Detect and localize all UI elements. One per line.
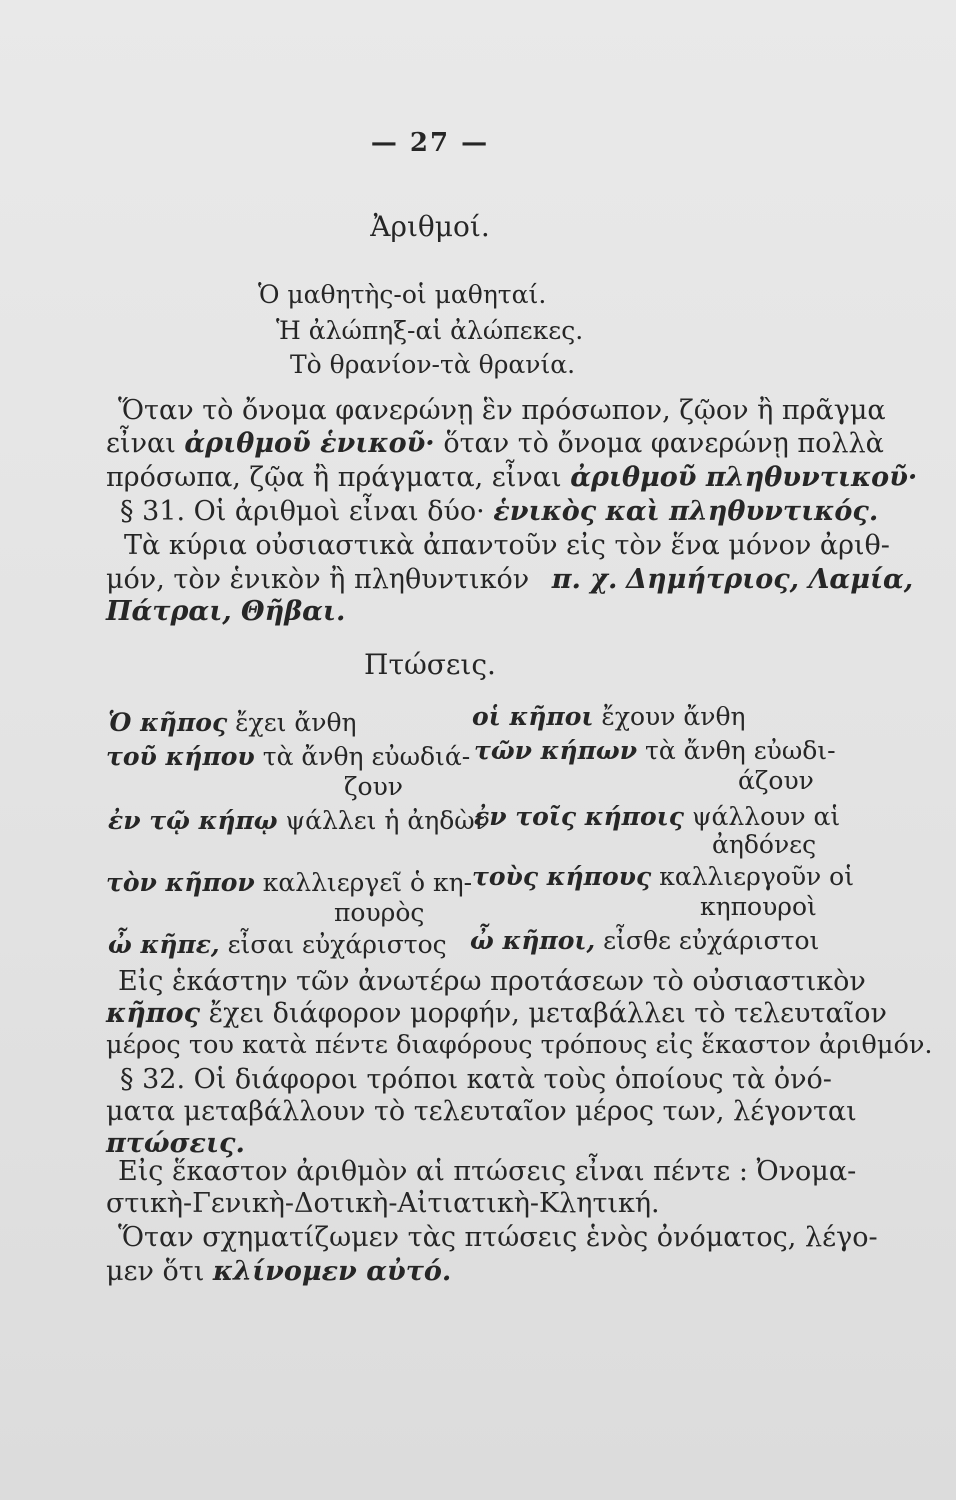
- text-fragment: μόν, τὸν ἑνικὸν ἢ πληθυντικόν: [106, 564, 530, 595]
- para2-line-5: ματα μεταβάλλουν τὸ τελευταῖον μέρος των, λέγονται: [106, 1096, 857, 1127]
- text-fragment: τὰ ἄνθη εὐωδι-: [645, 736, 836, 765]
- para1-line-5: Τὰ κύρια οὐσιαστικὰ ἀπαντοῦν εἰς τὸν ἕνα μόνον ἀριθ-: [124, 530, 890, 561]
- case-row-1-left: [108, 708, 357, 737]
- case-row-1-right: [472, 702, 746, 731]
- para2-line-6: πτώσεις.: [106, 1128, 245, 1159]
- text-fragment: εἶσαι εὐχάριστος: [227, 930, 447, 959]
- text-fragment: τὰ ἄνθη εὐωδιά-: [262, 742, 471, 771]
- text-fragment: καλλιεργοῦν οἱ: [659, 862, 855, 891]
- case-word: οἱ κῆποι: [472, 702, 594, 731]
- case-word: τοῦ κήπου: [106, 742, 255, 771]
- para2-line-8: στικὴ-Γενικὴ-Δοτικὴ-Αἰτιατικὴ-Κλητική.: [106, 1188, 660, 1219]
- case-word: ὦ κῆπε,: [108, 930, 220, 959]
- example-line-3: Τὸ θρανίον-τὰ θρανία.: [290, 350, 576, 379]
- case-row-5-left: [108, 930, 447, 959]
- case-row-2-left-cont: ζουν: [344, 772, 403, 801]
- text-fragment: καλλιεργεῖ ὁ κη-: [262, 868, 473, 897]
- text-fragment: ἔχει ἄνθη: [235, 708, 357, 737]
- para2-line-4: § 32. Οἱ διάφοροι τρόποι κατὰ τοὺς ὁποίους τὰ ὀνό-: [120, 1064, 832, 1095]
- case-row-4-right: [472, 862, 854, 891]
- case-row-4-left-cont: πουρὸς: [334, 898, 425, 927]
- para2-line-7: Εἰς ἕκαστον ἀριθμὸν αἱ πτώσεις εἶναι πέντε : Ὀνομα-: [118, 1156, 857, 1187]
- section-31-text: § 31. Οἱ ἀριθμοὶ εἶναι δύο·: [120, 496, 485, 527]
- section-title-numbers: Ἀριθμοί.: [370, 210, 490, 243]
- text-fragment: ἔχουν ἄνθη: [601, 702, 746, 731]
- section-title-cases: Πτώσεις.: [364, 648, 496, 681]
- para1-line-2: [106, 428, 884, 459]
- case-row-5-right: [470, 926, 819, 955]
- case-word: τὸν κῆπον: [106, 868, 255, 897]
- example-line-1: Ὁ μαθητὴς-οἱ μαθηταί.: [258, 280, 547, 309]
- text-fragment: εἶναι: [106, 428, 176, 459]
- case-row-4-right-cont: κηπουροὶ: [700, 892, 817, 921]
- term-kipos: κῆπος: [106, 998, 201, 1029]
- text-fragment: εἶσθε εὐχάριστοι: [603, 926, 820, 955]
- text-fragment: μεν ὅτι: [106, 1256, 205, 1287]
- text-fragment: ἔχει διάφορον μορφήν, μεταβάλλει τὸ τελευταῖον: [208, 998, 887, 1029]
- example-line-2: Ἡ ἀλώπηξ-αἱ ἀλώπεκες.: [276, 316, 584, 345]
- term-singular: ἀριθμοῦ ἑνικοῦ·: [184, 428, 435, 459]
- case-word: τῶν κήπων: [474, 736, 638, 765]
- para1-line-7: Πάτραι, Θῆβαι.: [106, 596, 346, 627]
- para1-line-3: [106, 462, 918, 493]
- case-word: τοὺς κήπους: [472, 862, 652, 891]
- case-row-2-right: [474, 736, 836, 765]
- para1-line-1: Ὅταν τὸ ὄνομα φανερώνῃ ἓν πρόσωπον, ζῷον ἢ πρᾶγμα: [118, 395, 886, 426]
- case-word: ἐν τοῖς κήποις: [474, 802, 684, 831]
- text-fragment: ὅταν τὸ ὄνομα φανερώνῃ πολλὰ: [443, 428, 884, 459]
- case-word: ὦ κῆποι,: [470, 926, 596, 955]
- page-number: — 27 —: [370, 128, 490, 158]
- abbrev-for-example: π. χ.: [551, 564, 618, 595]
- case-row-3-left: [108, 806, 490, 835]
- para2-line-10: [106, 1256, 821, 1287]
- para1-line-4: [120, 496, 879, 527]
- case-row-2-left: [106, 742, 470, 771]
- term-plural: ἀριθμοῦ πληθυντικοῦ·: [570, 462, 918, 493]
- text-fragment: ψάλλει ἡ ἀηδὼν: [285, 806, 490, 835]
- text-fragment: ψάλλουν αἱ: [691, 802, 841, 831]
- para1-line-6: [106, 564, 914, 595]
- case-row-4-left: [106, 868, 472, 897]
- case-row-2-right-cont: άζουν: [738, 766, 814, 795]
- para2-line-9: Ὅταν σχηματίζωμεν τὰς πτώσεις ἑνὸς ὀνόματος, λέγο-: [118, 1222, 878, 1253]
- term-singular-plural: ἑνικὸς καὶ πληθυντικός.: [493, 496, 879, 527]
- case-word: Ὁ κῆπος: [108, 708, 228, 737]
- para2-line-1: Εἰς ἑκάστην τῶν ἀνωτέρω προτάσεων τὸ οὐσιαστικὸν: [118, 966, 866, 997]
- para2-line-3: μέρος του κατὰ πέντε διαφόρους τρόπους εἰς ἕκαστον ἀριθμόν.: [106, 1030, 933, 1060]
- para2-line-2: [106, 998, 887, 1029]
- example-names: Δημήτριος, Λαμία,: [626, 564, 914, 595]
- text-fragment: πρόσωπα, ζῷα ἢ πράγματα, εἶναι: [106, 462, 562, 493]
- case-row-3-right: [474, 802, 840, 831]
- case-row-3-right-cont: ἀηδόνες: [712, 830, 817, 859]
- term-decline: κλίνομεν αὐτό.: [212, 1256, 452, 1287]
- case-word: ἐν τῷ κήπῳ: [108, 806, 278, 835]
